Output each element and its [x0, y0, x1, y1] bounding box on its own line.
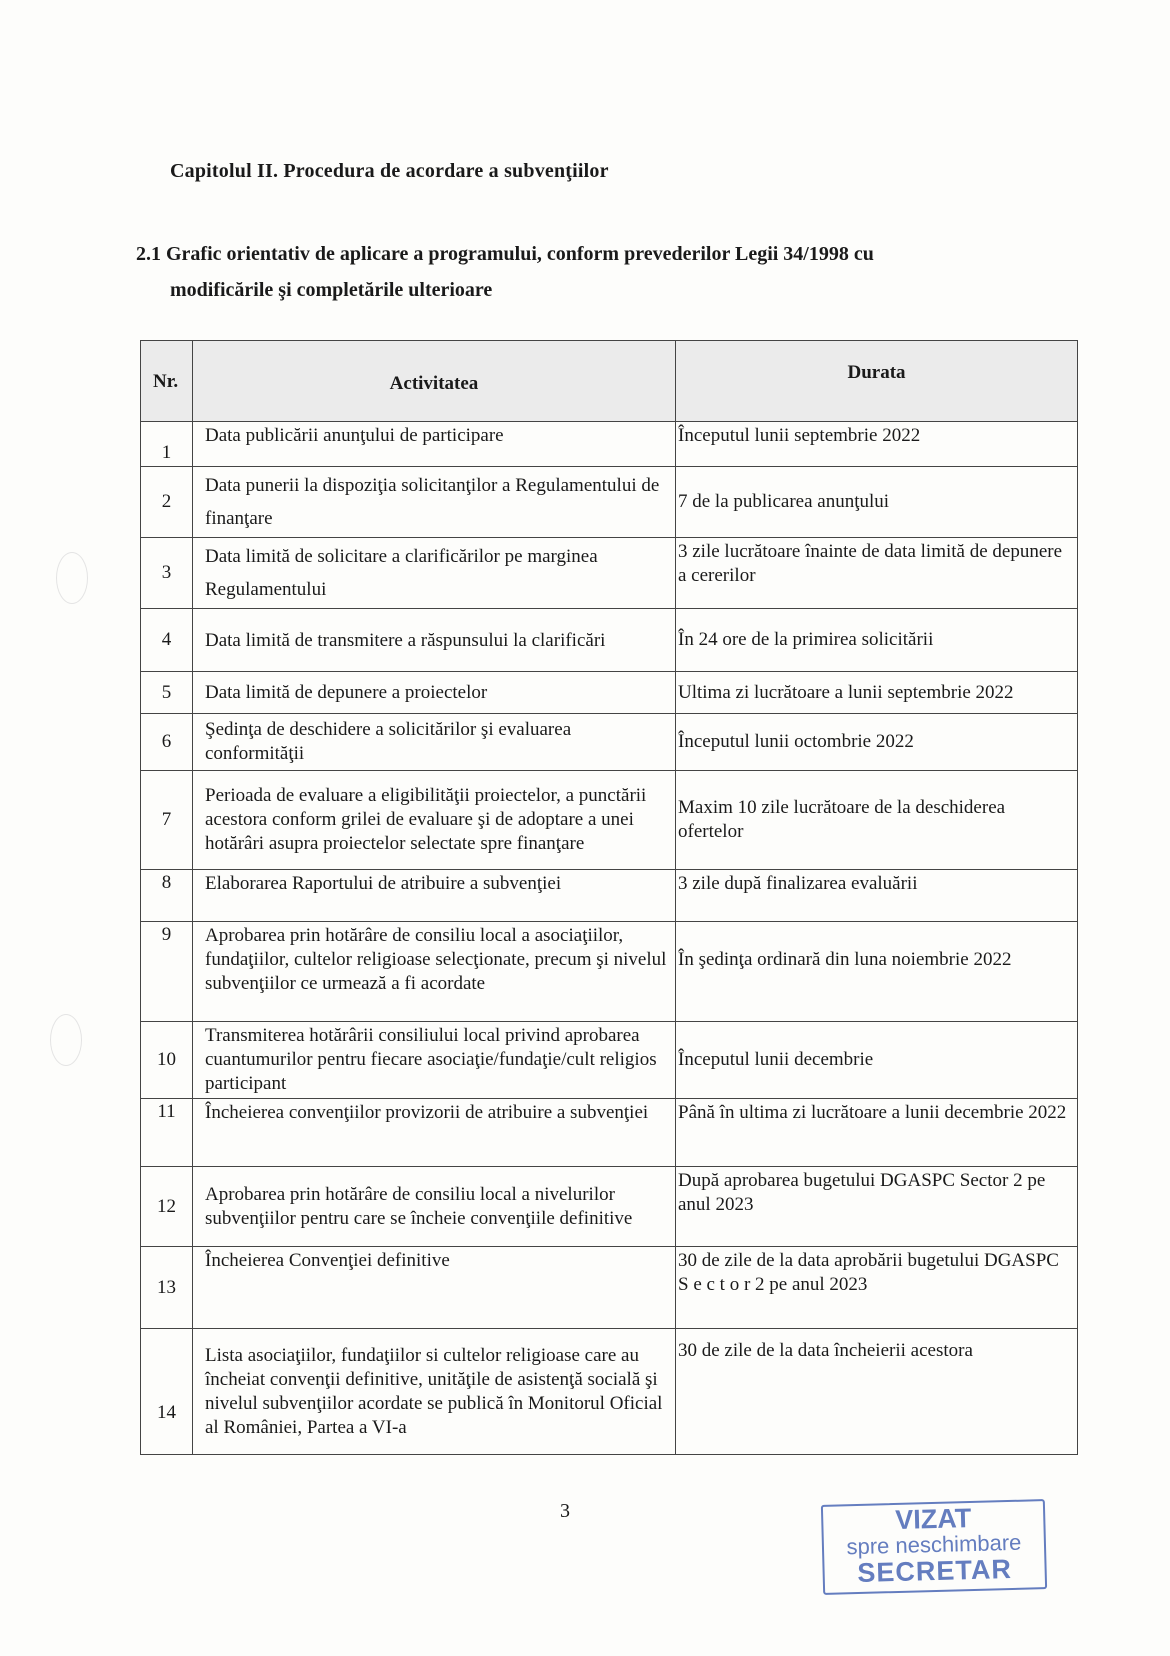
row-activity: Elaborarea Raportului de atribuire a subvenţiei	[193, 870, 676, 922]
row-activity: Încheierea Convenţiei definitive	[193, 1247, 676, 1329]
row-duration: 7 de la publicarea anunţului	[676, 467, 1078, 538]
row-activity: Data publicării anunţului de participare	[193, 422, 676, 467]
chapter-title: Capitolul II. Procedura de acordare a subvenţiilor	[170, 160, 609, 182]
row-nr: 11	[141, 1099, 193, 1167]
row-nr: 3	[141, 538, 193, 609]
row-duration: 30 de zile de la data încheierii acestora	[676, 1329, 1078, 1455]
table-row	[141, 1247, 1078, 1329]
row-duration: 3 zile lucrătoare înainte de data limită de depunere a cererilor	[676, 538, 1078, 609]
row-nr: 2	[141, 467, 193, 538]
row-activity: Încheierea convenţiilor provizorii de atribuire a subvenţiei	[193, 1099, 676, 1167]
header-activity: Activitatea	[193, 341, 676, 422]
row-duration: După aprobarea bugetului DGASPC Sector 2 pe anul 2023	[676, 1167, 1078, 1247]
stamp-line2: spre neschimbare	[846, 1529, 1022, 1560]
table-row	[141, 1022, 1078, 1099]
row-activity: Data limită de transmitere a răspunsului la clarificări	[193, 609, 676, 672]
row-activity: Perioada de evaluare a eligibilităţii proiectelor, a punctării acestora conform grilei de evaluare şi de adoptare a unei hotărâri asupra proiectelor selectate spre finanţare	[193, 771, 676, 870]
table-header-row	[141, 341, 1078, 422]
row-activity: Transmiterea hotărârii consiliului local privind aprobarea cuantumurilor pentru fiecare asociaţie/fundaţie/cult religios participant	[193, 1022, 676, 1099]
vizat-stamp	[821, 1499, 1047, 1595]
row-duration: În şedinţa ordinară din luna noiembrie 2022	[676, 922, 1078, 1022]
row-duration: 30 de zile de la data aprobării bugetului DGASPC S e c t o r 2 pe anul 2023	[676, 1247, 1078, 1329]
stamp-line1: VIZAT	[894, 1503, 972, 1535]
row-nr: 5	[141, 672, 193, 714]
row-duration: Începutul lunii octombrie 2022	[676, 714, 1078, 771]
table-row	[141, 1167, 1078, 1247]
stamp-line3: SECRETAR	[856, 1553, 1013, 1589]
table-row	[141, 714, 1078, 771]
row-nr: 8	[141, 870, 193, 922]
row-duration: Începutul lunii septembrie 2022	[676, 422, 1078, 467]
row-activity: Şedinţa de deschidere a solicitărilor şi evaluarea conformităţii	[193, 714, 676, 771]
row-activity: Lista asociaţiilor, fundaţiilor si cultelor religioase care au încheiat convenţii definitive, unităţile de asistenţă socială şi nivelul subvenţiilor acordate se publică în Monitorul Oficial al României, Partea a VI-a	[193, 1329, 676, 1455]
row-activity: Aprobarea prin hotărâre de consiliu local a asociaţiilor, fundaţiilor, cultelor religioase selecţionate, precum şi nivelul subvenţiilor ce urmează a fi acordate	[193, 922, 676, 1022]
table-row	[141, 1329, 1078, 1455]
table-row	[141, 422, 1078, 467]
row-duration: Până în ultima zi lucrătoare a lunii decembrie 2022	[676, 1099, 1078, 1167]
page-number: 3	[560, 1500, 570, 1522]
row-activity: Data limită de depunere a proiectelor	[193, 672, 676, 714]
row-nr: 13	[141, 1247, 193, 1329]
row-activity: Data punerii la dispoziţia solicitanţilor a Regulamentului de finanţare	[193, 467, 676, 538]
row-nr: 10	[141, 1022, 193, 1099]
header-nr: Nr.	[141, 341, 193, 422]
section-title-line1: 2.1 Grafic orientativ de aplicare a programului, conform prevederilor Legii 34/1998 cu	[136, 243, 874, 265]
row-duration: Maxim 10 zile lucrătoare de la deschiderea ofertelor	[676, 771, 1078, 870]
row-duration: 3 zile după finalizarea evaluării	[676, 870, 1078, 922]
row-duration: Ultima zi lucrătoare a lunii septembrie 2022	[676, 672, 1078, 714]
punch-hole-mark	[50, 1014, 82, 1066]
table-row	[141, 870, 1078, 922]
section-title	[136, 236, 976, 308]
schedule-table	[140, 340, 1078, 1455]
row-duration: În 24 ore de la primirea solicitării	[676, 609, 1078, 672]
row-duration: Începutul lunii decembrie	[676, 1022, 1078, 1099]
table-row	[141, 538, 1078, 609]
row-activity: Aprobarea prin hotărâre de consiliu local a nivelurilor subvenţiilor pentru care se încheie convenţiile definitive	[193, 1167, 676, 1247]
row-nr: 9	[141, 922, 193, 1022]
table-row	[141, 771, 1078, 870]
table-row	[141, 1099, 1078, 1167]
row-nr: 1	[141, 422, 193, 467]
table-row	[141, 609, 1078, 672]
row-nr: 4	[141, 609, 193, 672]
header-duration: Durata	[676, 341, 1078, 422]
row-nr: 12	[141, 1167, 193, 1247]
row-activity: Data limită de solicitare a clarificărilor pe marginea Regulamentului	[193, 538, 676, 609]
row-nr: 7	[141, 771, 193, 870]
row-nr: 6	[141, 714, 193, 771]
table-row	[141, 672, 1078, 714]
section-title-line2: modificările şi completările ulterioare	[170, 279, 493, 301]
table-row	[141, 922, 1078, 1022]
table-row	[141, 467, 1078, 538]
row-nr: 14	[141, 1329, 193, 1455]
punch-hole-mark	[56, 552, 88, 604]
